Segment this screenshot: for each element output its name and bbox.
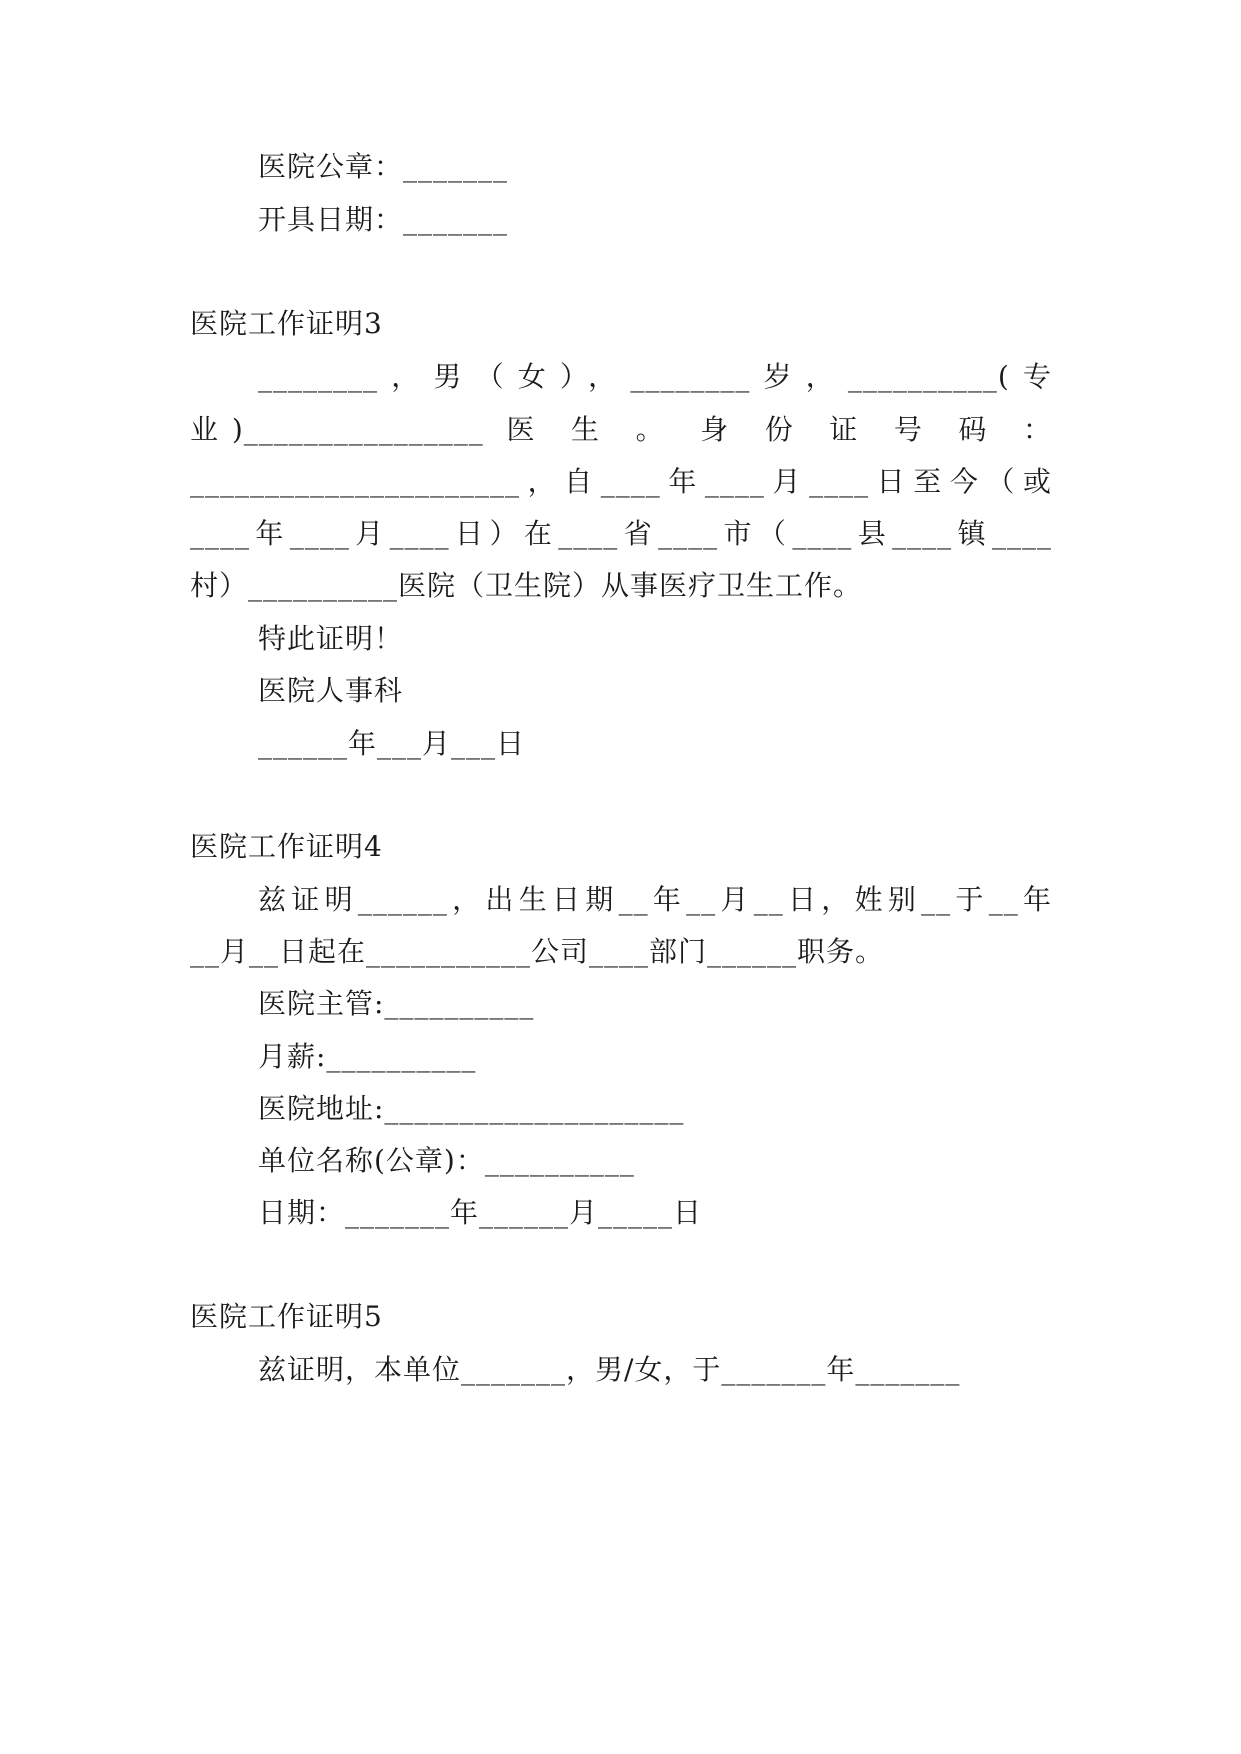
hospital-seal-line: 医院公章：_______ <box>258 150 509 183</box>
section-4-address: 医院地址:____________________ <box>258 1092 685 1125</box>
section-3-paragraph-line-3: ______________________，自____年____月____日至今（或 <box>190 465 1052 498</box>
section-4-supervisor: 医院主管:__________ <box>258 987 535 1020</box>
section-3-department: 医院人事科 <box>258 674 404 707</box>
section-4-date: 日期：_______年______月_____日 <box>258 1196 703 1229</box>
section-3-date: ______年___月___日 <box>258 727 526 760</box>
section-4-heading: 医院工作证明4 <box>190 830 383 863</box>
section-3-closing: 特此证明！ <box>258 622 404 655</box>
section-3-paragraph-line-4: ____年____月____日）在____省____市（____县____镇____ <box>190 517 1052 550</box>
section-3-heading: 医院工作证明3 <box>190 307 383 340</box>
issue-date-line: 开具日期：_______ <box>258 203 509 236</box>
section-4-paragraph-line-1: 兹证明______，出生日期__年__月__日，姓别__于__年 <box>258 883 1052 916</box>
section-5-heading: 医院工作证明5 <box>190 1300 383 1333</box>
section-4-unit-name: 单位名称(公章)：__________ <box>258 1144 635 1177</box>
section-5-paragraph-line-1: 兹证明，本单位_______，男/女，于_______年_______ <box>258 1353 961 1386</box>
section-4-paragraph-line-2: __月__日起在___________公司____部门______职务。 <box>190 935 885 968</box>
section-3-paragraph-line-2: 业)________________ 医 生 。 身 份 证 号 码 ： <box>190 413 1052 446</box>
section-3-paragraph-line-1: ________，男（女），________岁，__________(专 <box>258 360 1052 393</box>
section-4-salary: 月薪:__________ <box>258 1040 477 1073</box>
section-3-paragraph-line-5: 村）__________医院（卫生院）从事医疗卫生工作。 <box>190 569 863 602</box>
